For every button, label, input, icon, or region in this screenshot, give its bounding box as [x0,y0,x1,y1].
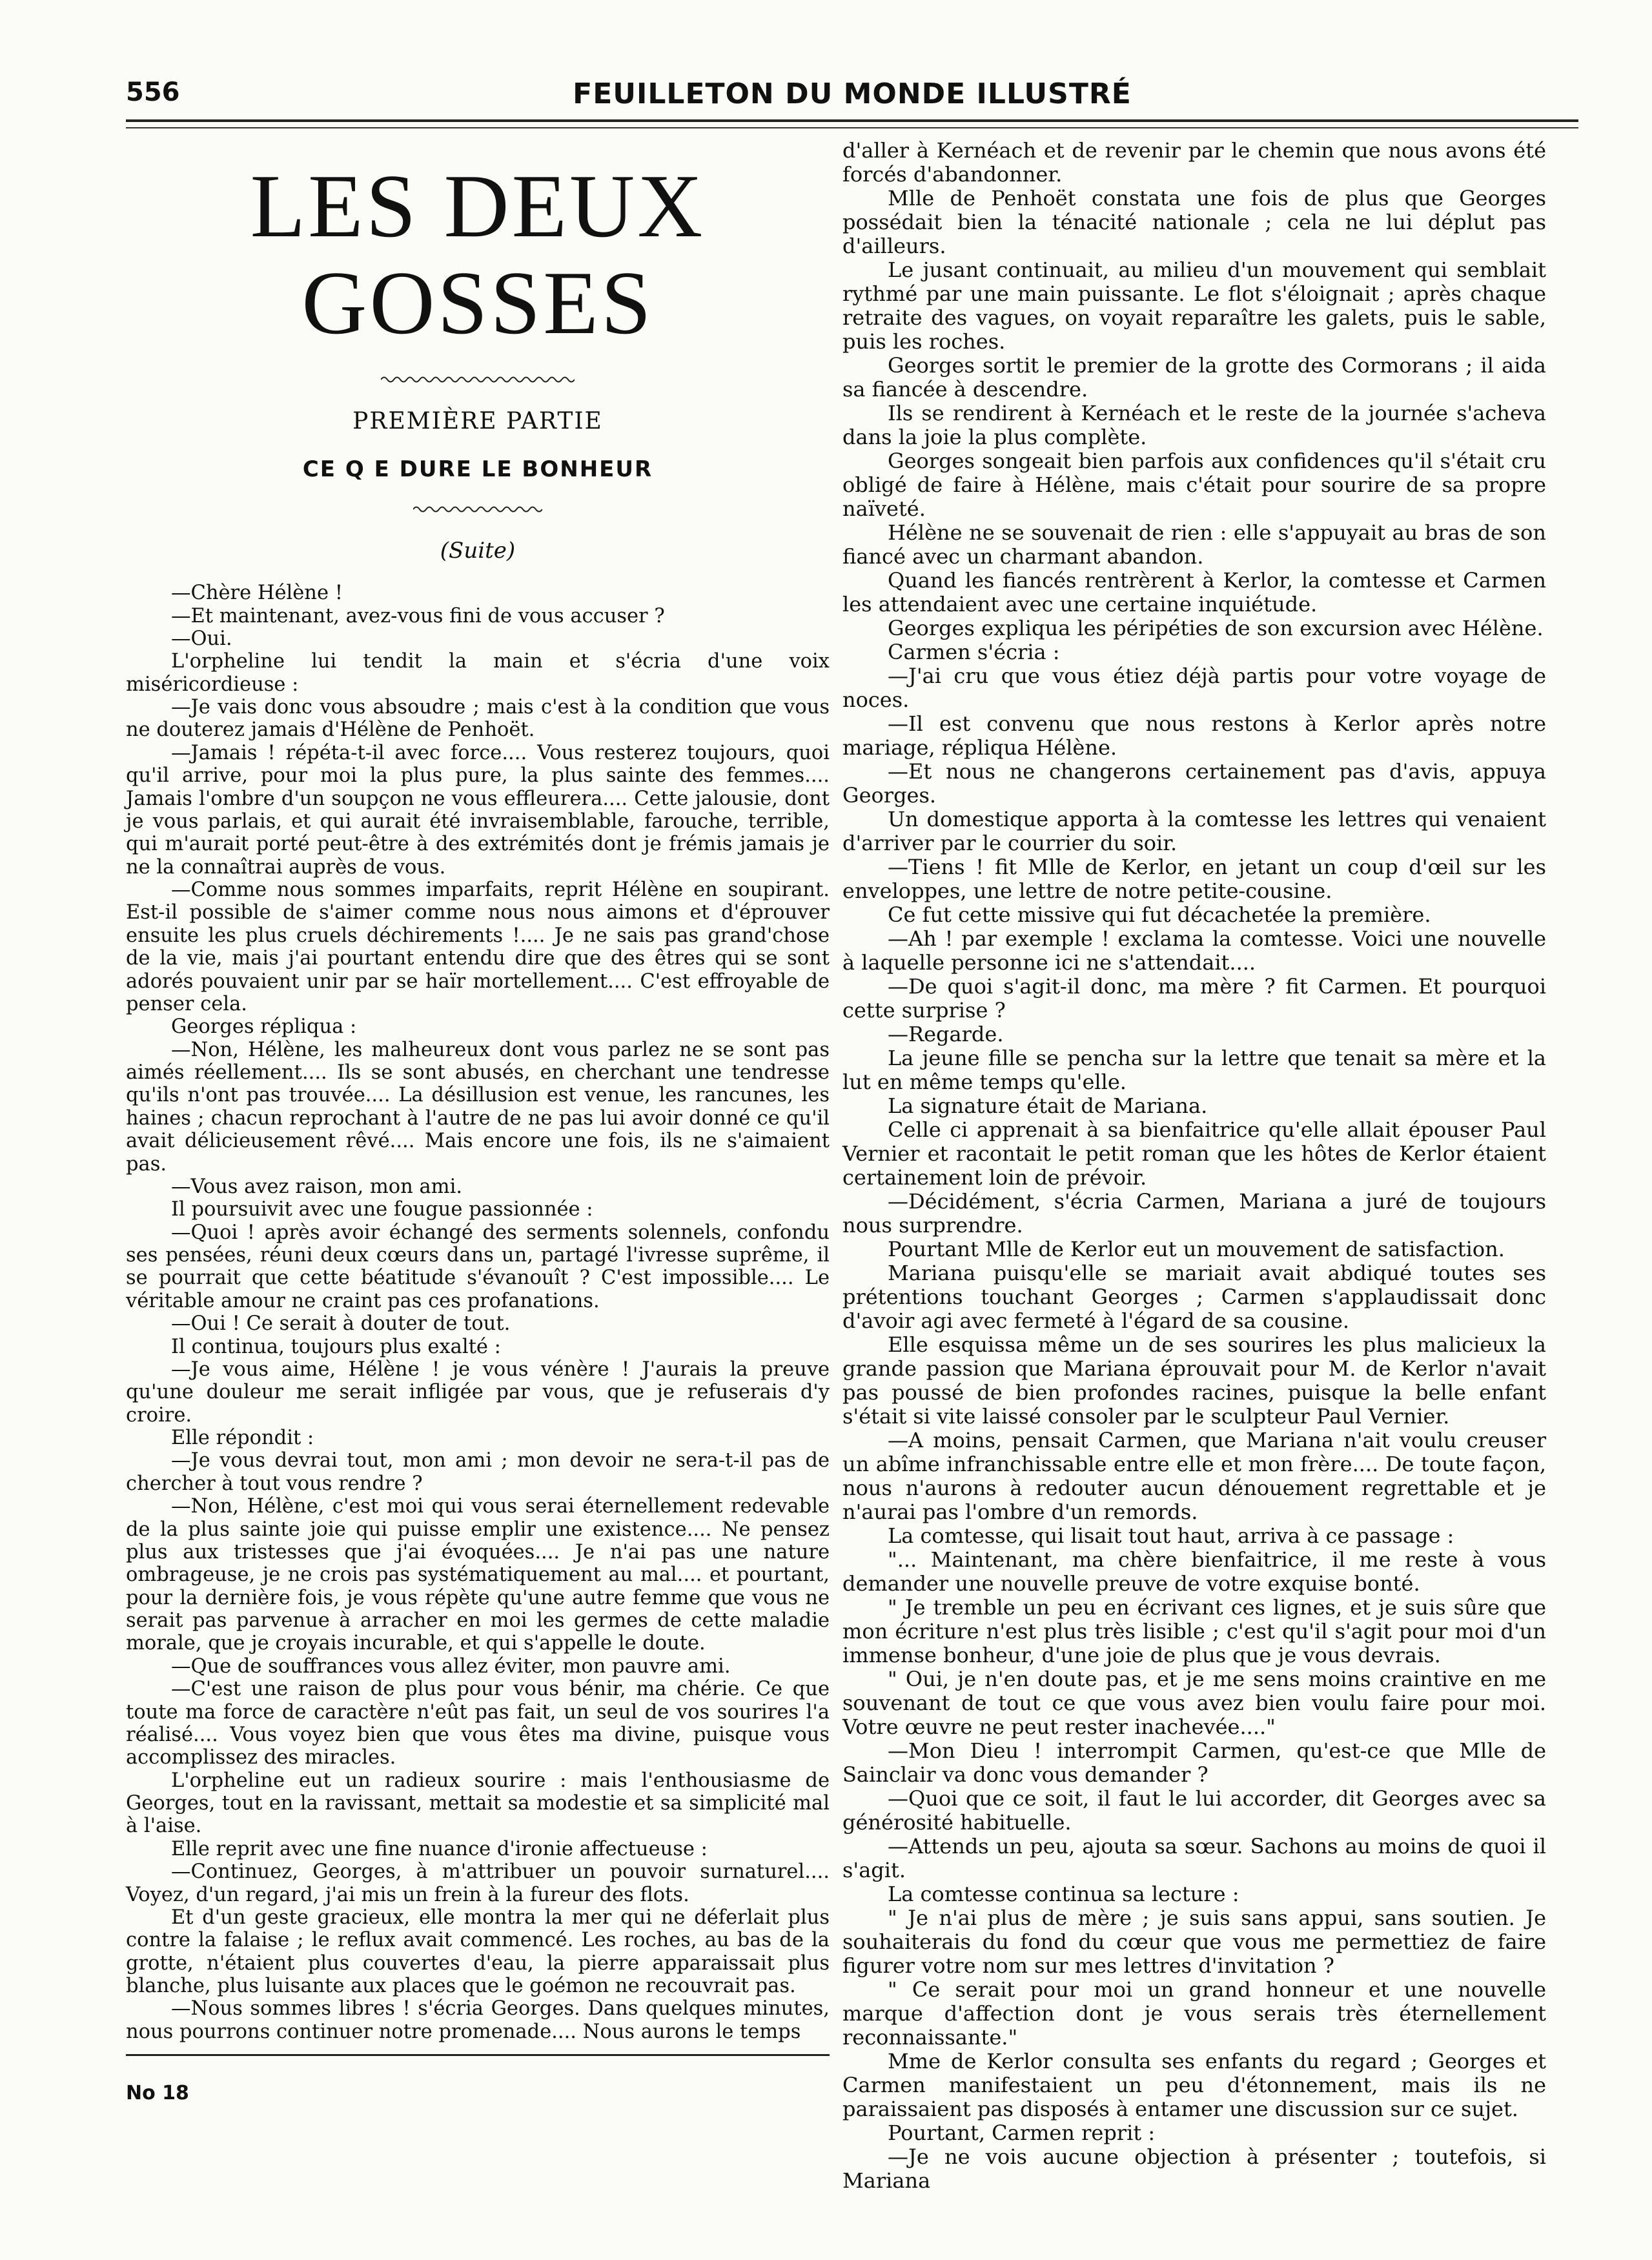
paragraph: —Oui ! Ce serait à douter de tout. [171,1312,511,1336]
paragraph: d'aller à Kernéach et de revenir par le chemin que nous avons été forcés d'abandonner. [842,138,1546,187]
paragraph: La signature était de Mariana. [888,1094,1208,1118]
paragraph: " Je tremble un peu en écrivant ces lignes, et je suis sûre que mon écriture n'est plus très lisible ; c'est qu'il s'agit pour moi d'un immense bonheur, d'une joie de plus que je vous devrais. [842,1595,1546,1667]
paragraph: —Quoi que ce soit, il faut le lui accorder, dit Georges avec sa générosité habituelle. [842,1786,1546,1835]
paragraph: Elle répondit : [171,1427,314,1449]
paragraph: —De quoi s'agit-il donc, ma mère ? fit Carmen. Et pourquoi cette surprise ? [842,974,1546,1023]
paragraph: —J'ai cru que vous étiez déjà partis pour votre voyage de noces. [842,664,1546,712]
paragraph: —Je vous aime, Hélène ! je vous vénère ! J'aurais la preuve qu'une douleur me serait infligée par vous, que je refuserais d'y croire. [126,1358,830,1427]
chapter-heading: CE Q E DURE LE BONHEUR [302,456,653,483]
paragraph: —Je ne vois aucune objection à présenter ; toutefois, si Mariana [842,2144,1546,2193]
paragraph: —Attends un peu, ajouta sa sœur. Sachons au moins de quoi il s'agit. [842,1834,1546,1882]
paragraph: Georges sortit le premier de la grotte des Cormorans ; il aida sa fiancée à descendre. [842,353,1546,402]
paragraph: Un domestique apporta à la comtesse les lettres qui venaient d'arriver par le courrier du soir. [842,807,1546,855]
paragraph: —Jamais ! répéta-t-il avec force.... Vous resterez toujours, quoi qu'il arrive, pour moi la plus pure, la plus sainte des femmes.... Jamais l'ombre d'un soupçon ne vous effleurera.... Cette jalousie, dont je vous parlais, et qui aurait été invraisemblable, farouche, terrible, qui m'aurait porté peut-être à des extrémités dont je frémis jamais je ne la connaîtrai auprès de vous. [126,741,830,879]
paragraph: Ce fut cette missive qui fut décachetée la première. [888,902,1431,927]
paragraph: —C'est une raison de plus pour vous bénir, ma chérie. Ce que toute ma force de caractère n'eût pas fait, un seul de vos sourires l'a réalisé.... Vous voyez bien que vous êtes ma divine, puisque vous accomplissez des miracles. [126,1678,830,1769]
paragraph: —Je vous devrai tout, mon ami ; mon devoir ne sera-t-il pas de chercher à tout vous rendre ? [126,1449,830,1495]
paragraph: —A moins, pensait Carmen, que Mariana n'ait voulu creuser un abîme infranchissable entre elle et mon frère.... De toute façon, nous n'aurons à redouter aucun dénouement regrettable et je n'aurai pas l'ombre d'un remords. [842,1428,1546,1524]
paragraph: —Ah ! par exemple ! exclama la comtesse. Voici une nouvelle à laquelle personne ici ne s'attendait.... [842,926,1546,975]
paragraph: "... Maintenant, ma chère bienfaitrice, il me reste à vous demander une nouvelle preuve de votre exquise bonté. [842,1547,1546,1596]
paragraph: —Nous sommes libres ! s'écria Georges. Dans quelques minutes, nous pourrons continuer notre promenade.... Nous aurons le temps [126,1997,830,2043]
paragraph: Mlle de Penhoët constata une fois de plus que Georges possédait bien la ténacité nationale ; cela ne lui déplut pas d'ailleurs. [842,186,1546,258]
paragraph: —Il est convenu que nous restons à Kerlor après notre mariage, répliqua Hélène. [842,711,1546,760]
title-ornament [381,375,575,384]
issue-number: No 18 [126,2082,189,2104]
paragraph: Quand les fiancés rentrèrent à Kerlor, la comtesse et Carmen les attendaient avec une certaine inquiétude. [842,568,1546,616]
paragraph: —Chère Hélène ! [171,582,343,605]
right-text [842,139,1546,2193]
paragraph: Mme de Kerlor consulta ses enfants du regard ; Georges et Carmen manifestaient un peu d'étonnement, mais ils ne paraissaient pas disposés à entamer une discussion sur ce sujet. [842,2049,1546,2121]
paragraph: Elle esquissa même un de ses sourires les plus malicieux la grande passion que Mariana éprouvait pour M. de Kerlor n'avait pas poussé de bien profondes racines, puisque la belle enfant s'était si vite laissé consoler par le sculpteur Paul Vernier. [842,1332,1546,1429]
paragraph: —Non, Hélène, les malheureux dont vous parlez ne se sont pas aimés réellement.... Ils se sont abusés, en cherchant une tendresse qu'ils n'ont pas trouvée.... La désillusion est venue, les rancunes, les haines ; chacun reprochant à l'autre de ne pas lui avoir donné ce qu'il avait délicieusement rêvé.... Mais encore une fois, ils ne s'aimaient pas. [126,1038,830,1176]
paragraph: Georges expliqua les péripéties de son excursion avec Hélène. [888,616,1544,640]
footer-rule [126,2054,830,2056]
paragraph: —Non, Hélène, c'est moi qui vous serai éternellement redevable de la plus sainte joie qui puisse emplir une existence.... Ne pensez plus aux tristesses que j'ai évoquées.... Je n'ai pas une nature ombrageuse, je ne crois pas systématiquement au mal.... et pourtant, pour la dernière fois, je vous répète qu'une autre femme que vous ne serait pas parvenue à arracher en moi les germes de cette maladie morale, que je croyais incurable, et qui s'appelle le doute. [126,1495,830,1655]
paragraph: Elle reprit avec une fine nuance d'ironie affectueuse : [171,1837,708,1860]
running-head: FEUILLETON DU MONDE ILLUSTRÉ [573,77,1132,110]
paragraph: Celle ci apprenait à sa bienfaitrice qu'elle allait épouser Paul Vernier et racontait le petit roman que les hôtes de Kerlor étaient certainement loin de prévoir. [842,1117,1546,1190]
paragraph: —Que de souffrances vous allez éviter, mon pauvre ami. [171,1654,731,1678]
paragraph: La comtesse, qui lisait tout haut, arriva à ce passage : [888,1523,1454,1548]
chapter-ornament [413,505,542,514]
paragraph: —Vous avez raison, mon ami. [171,1175,463,1198]
part-heading: PREMIÈRE PARTIE [352,408,603,434]
paragraph: —Quoi ! après avoir échangé des serments solennels, confondu ses pensées, réuni deux cœurs dans un, partagé l'ivresse suprême, il se pourrait que cette béatitude s'évanouît ? C'est impossible.... Le véritable amour ne craint pas ces profanations. [126,1221,830,1312]
paragraph: " Je n'ai plus de mère ; je suis sans appui, sans soutien. Je souhaiterais du fond du cœur que vous me permettiez de faire figurer votre nom sur mes lettres d'invitation ? [842,1906,1546,1978]
paragraph: —Et maintenant, avez-vous fini de vous accuser ? [171,604,665,627]
paragraph: —Je vais donc vous absoudre ; mais c'est à la condition que vous ne douterez jamais d'Hélène de Penhoët. [126,696,830,742]
paragraph: —Continuez, Georges, à m'attribuer un pouvoir surnaturel.... Voyez, d'un regard, j'ai mis un frein à la fureur des flots. [126,1860,830,1906]
paragraph: " Oui, je n'en doute pas, et je me sens moins craintive en me souvenant de tout ce que vous avez bien voulu faire pour moi. Votre œuvre ne peut rester inachevée...." [842,1667,1546,1739]
paragraph: L'orpheline lui tendit la main et s'écria d'une voix miséricordieuse : [126,650,830,696]
paragraph: —Mon Dieu ! interrompit Carmen, qu'est-ce que Mlle de Sainclair va donc vous demander ? [842,1738,1546,1787]
suite-label: (Suite) [440,537,516,564]
header-rule-thin [126,127,1578,128]
paragraph: —Décidément, s'écria Carmen, Mariana a juré de toujours nous surprendre. [842,1189,1546,1237]
paragraph: Pourtant, Carmen reprit : [888,2121,1156,2145]
paragraph: La comtesse continua sa lecture : [888,1882,1239,1906]
paragraph: —Tiens ! fit Mlle de Kerlor, en jetant un coup d'œil sur les enveloppes, une lettre de notre petite-cousine. [842,855,1546,903]
paragraph: —Regarde. [888,1022,1004,1046]
paragraph: Mariana puisqu'elle se mariait avait abdiqué toutes ses prétentions touchant Georges ; Carmen s'applaudissait donc d'avoir agi avec fermeté à l'égard de sa cousine. [842,1261,1546,1333]
page-number: 556 [126,77,180,107]
paragraph: —Oui. [171,627,232,650]
header-rule [126,119,1578,122]
paragraph: Il poursuivit avec une fougue passionnée : [171,1198,593,1221]
paragraph: Il continua, toujours plus exalté : [171,1335,501,1358]
feuilleton-title: LES DEUX GOSSES [250,156,706,353]
paragraph: Et d'un geste gracieux, elle montra la mer qui ne déferlait plus contre la falaise ; le reflux avait commencé. Les roches, au bas de la grotte, n'étaient plus couvertes d'eau, la pierre apparaissait plus blanche, plus luisante aux places que le goémon ne recouvrait pas. [126,1906,830,1997]
paragraph: Carmen s'écria : [888,640,1060,664]
paragraph: —Comme nous sommes imparfaits, reprit Hélène en soupirant. Est-il possible de s'aimer comme nous nous aimons et d'éprouver ensuite les plus cruels déchirements !.... Je ne sais pas grand'chose de la vie, mais j'ai pourtant entendu dire que des êtres qui se sont adorés pouvaient unir par se haïr mortellement.... C'est effroyable de penser cela. [126,879,830,1015]
left-text [126,582,830,2043]
paragraph: Georges songeait bien parfois aux confidences qu'il s'était cru obligé de faire à Hélène, mais c'était pour sourire de sa propre naïveté. [842,449,1546,521]
paragraph: Pourtant Mlle de Kerlor eut un mouvement de satisfaction. [888,1237,1505,1261]
right-column [842,139,1546,2193]
paragraph: La jeune fille se pencha sur la lettre que tenait sa mère et la lut en même temps qu'elle. [842,1046,1546,1094]
left-column [126,139,830,2043]
paragraph: Hélène ne se souvenait de rien : elle s'appuyait au bras de son fiancé avec un charmant abandon. [842,520,1546,569]
paragraph: Georges répliqua : [171,1015,357,1039]
paragraph: Ils se rendirent à Kernéach et le reste de la journée s'acheva dans la joie la plus complète. [842,401,1546,449]
paragraph: Le jusant continuait, au milieu d'un mouvement qui semblait rythmé par une main puissante. Le flot s'éloignait ; après chaque retraite des vagues, on voyait reparaître les galets, puis le sable, puis les roches. [842,258,1546,354]
paragraph: " Ce serait pour moi un grand honneur et une nouvelle marque d'affection dont je vous serais très éternellement reconnaissante." [842,1977,1546,2050]
paragraph: L'orpheline eut un radieux sourire : mais l'enthousiasme de Georges, tout en la ravissant, mettait sa modestie et sa simplicité mal à l'aise. [126,1769,830,1838]
paragraph: —Et nous ne changerons certainement pas d'avis, appuya Georges. [842,759,1546,808]
